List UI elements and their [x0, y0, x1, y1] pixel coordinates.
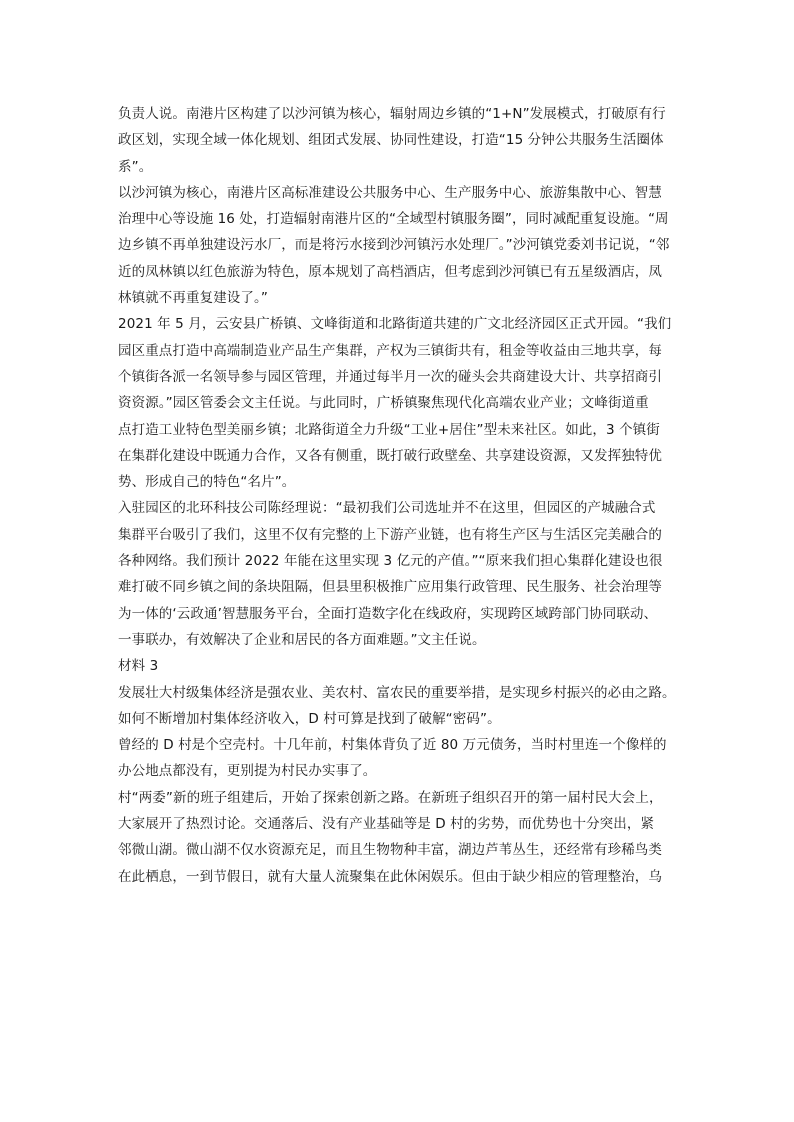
text-line: 难打破不同乡镇之间的条块阻隔，但县里积极推广应用集行政管理、民生服务、社会治理等: [118, 579, 662, 596]
text-line: 在此栖息，一到节假日，就有大量人流聚集在此休闲娱乐。但由于缺少相应的管理整治，乌: [118, 868, 662, 885]
text-line: 曾经的 D 村是个空壳村。十几年前，村集体背负了近 80 万元债务，当时村里连一个像样的: [118, 737, 667, 754]
text-line: 近的凤林镇以红色旅游为特色，原本规划了高档酒店，但考虑到沙河镇已有五星级酒店，凤: [118, 263, 662, 280]
text-line: 林镇就不再重复建设了。”: [118, 290, 268, 307]
text-line: 村“两委”新的班子组建后，开始了探索创新之路。在新班子组织召开的第一届村民大会上，: [118, 789, 663, 806]
text-line: 邻微山湖。微山湖不仅水资源充足，而且生物物种丰富，湖边芦苇丛生，还经常有珍稀鸟类: [118, 842, 662, 859]
text-line: 系”。: [118, 158, 153, 175]
text-line: 政区划，实现全域一体化规划、组团式发展、协同性建设，打造“15 分钟公共服务生活圈体: [118, 132, 664, 149]
text-line: 边乡镇不再单独建设污水厂，而是将污水接到沙河镇污水处理厂。”沙河镇党委刘书记说，“邻: [118, 237, 670, 254]
text-line: 2021 年 5 月，云安县广桥镇、文峰街道和北路街道共建的广文北经济园区正式开园。“我们: [118, 316, 672, 333]
text-line: 集群平台吸引了我们，这里不仅有完整的上下游产业链，也有将生产区与生活区完美融合的: [118, 526, 662, 543]
text-line: 以沙河镇为核心，南港片区高标准建设公共服务中心、生产服务中心、旅游集散中心、智慧: [118, 184, 662, 201]
text-line: 势、形成自己的特色“名片”。: [118, 474, 296, 491]
text-line: 点打造工业特色型美丽乡镇；北路街道全力升级“工业+居住”型未来社区。如此，3 个镇街: [118, 421, 660, 438]
text-line: 办公地点都没有，更别提为村民办实事了。: [118, 763, 377, 780]
text-line: 发展壮大村级集体经济是强农业、美农村、富农民的重要举措，是实现乡村振兴的必由之路。: [118, 684, 676, 701]
text-line: 在集群化建设中既通力合作，又各有侧重，既打破行政壁垒、共享建设资源，又发挥独特优: [118, 447, 662, 464]
text-line: 材料 3: [118, 658, 159, 675]
text-line: 一事联办，有效解决了企业和居民的各方面难题。”文主任说。: [118, 631, 486, 648]
text-line: 个镇街各派一名领导参与园区管理，并通过每半月一次的碰头会共商建设大计、共享招商引: [118, 368, 662, 385]
text-line: 资资源。”园区管委会文主任说。与此同时，广桥镇聚焦现代化高端农业产业；文峰街道重: [118, 395, 649, 412]
text-line: 如何不断增加村集体经济收入，D 村可算是找到了破解“密码”。: [118, 710, 501, 727]
text-line: 各种网络。我们预计 2022 年能在这里实现 3 亿元的产值。”“原来我们担心集群化建设也很: [118, 553, 663, 570]
text-line: 入驻园区的北环科技公司陈经理说：“最初我们公司选址并不在这里，但园区的产城融合式: [118, 500, 656, 517]
text-line: 园区重点打造中高端制造业产品生产集群，产权为三镇街共有，租金等收益由三地共享，每: [118, 342, 662, 359]
document-body: [118, 101, 718, 890]
text-line: 大家展开了热烈讨论。交通落后、没有产业基础等是 D 村的劣势，而优势也十分突出，紧: [118, 816, 655, 833]
text-line: 治理中心等设施 16 处，打造辐射南港片区的“全域型村镇服务圈”，同时减配重复设施。“周: [118, 211, 669, 228]
text-line: 负责人说。南港片区构建了以沙河镇为核心，辐射周边乡镇的“1+N”发展模式，打破原有行: [118, 106, 666, 122]
text-line: 为一体的‘云政通’智慧服务平台，全面打造数字化在线政府，实现跨区域跨部门协同联动、: [118, 605, 658, 622]
